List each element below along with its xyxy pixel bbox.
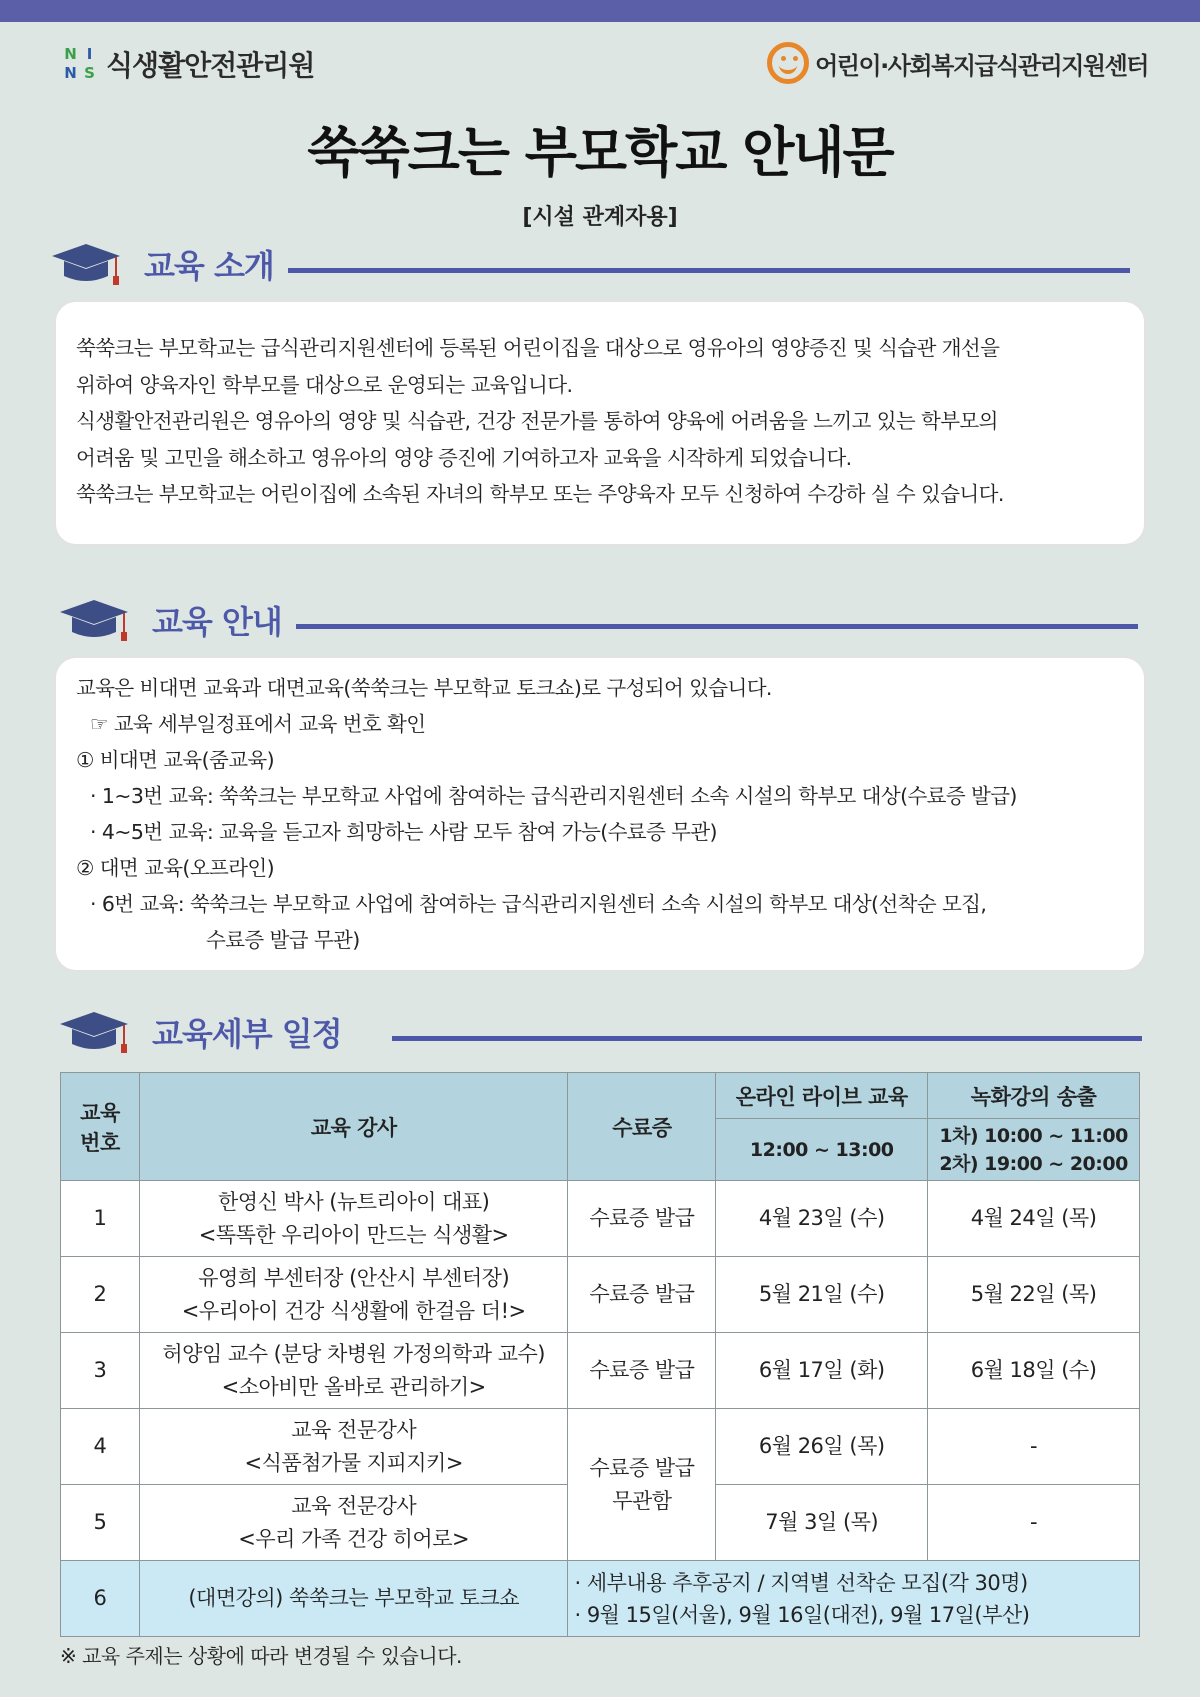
mfds-logo-icon: N I N S bbox=[64, 45, 95, 82]
graduation-cap-icon bbox=[60, 596, 134, 644]
row-online-date: 6월 26일 (목) bbox=[716, 1409, 928, 1485]
header-online: 온라인 라이브 교육 bbox=[716, 1073, 928, 1119]
guide-line: ☞ 교육 세부일정표에서 교육 번호 확인 bbox=[90, 712, 426, 736]
intro-line: 쑥쑥크는 부모학교는 급식관리지원센터에 등록된 어린이집을 대상으로 영유아의 영양증진 및 식습관 개선을 bbox=[76, 336, 1000, 360]
graduation-cap-icon bbox=[60, 1008, 134, 1056]
section-schedule-title: 교육세부 일정 bbox=[152, 1015, 342, 1053]
row-replay-date: 5월 22일 (목) bbox=[928, 1257, 1140, 1333]
header-num: 교육 번호 bbox=[61, 1073, 140, 1181]
header-online-time: 12:00 ~ 13:00 bbox=[716, 1119, 928, 1181]
mfds-logo bbox=[62, 44, 314, 84]
table-row bbox=[61, 1257, 1140, 1333]
row-num: 4 bbox=[61, 1409, 140, 1485]
graduation-cap-icon bbox=[52, 240, 126, 288]
intro-line: 위하여 양육자인 학부모를 대상으로 운영되는 교육입니다. bbox=[76, 372, 573, 397]
guide-line: · 1~3번 교육: 쑥쑥크는 부모학교 사업에 참여하는 급식관리지원센터 소속 시설의 학부모 대상(수료증 발급) bbox=[90, 784, 1017, 808]
row-instructor: 허양임 교수 (분당 차병원 가정의학과 교수) <소아비만 올바로 관리하기> bbox=[139, 1333, 568, 1409]
row-instructor: 교육 전문강사 <식품첨가물 지피지키> bbox=[139, 1409, 568, 1485]
row-replay-date: 6월 18일 (수) bbox=[928, 1333, 1140, 1409]
schedule-note: ※ 교육 주제는 상황에 따라 변경될 수 있습니다. bbox=[60, 1644, 462, 1668]
section-guide-heading bbox=[60, 592, 1138, 648]
row-online-date: 5월 21일 (수) bbox=[716, 1257, 928, 1333]
guide-text bbox=[76, 670, 1146, 958]
right-logo-text: 어린이·사회복지급식관리지원센터 bbox=[815, 51, 1148, 80]
intro-text bbox=[76, 330, 1136, 513]
section-schedule-heading bbox=[60, 1004, 1142, 1060]
row-instructor: 교육 전문강사 <우리 가족 건강 히어로> bbox=[139, 1485, 568, 1561]
row-instructor: 한영신 박사 (뉴트리아이 대표) <똑똑한 우리아이 만드는 식생활> bbox=[139, 1181, 568, 1257]
table-row bbox=[61, 1333, 1140, 1409]
guide-line: · 6번 교육: 쑥쑥크는 부모학교 사업에 참여하는 급식관리지원센터 소속 시설의 학부모 대상(선착순 모집, bbox=[90, 892, 987, 916]
guide-line: ② 대면 교육(오프라인) bbox=[76, 856, 275, 880]
row-num: 5 bbox=[61, 1485, 140, 1561]
top-accent-bar bbox=[0, 0, 1200, 22]
left-logo-text: 식생활안전관리원 bbox=[106, 49, 315, 82]
section-divider bbox=[392, 1036, 1142, 1041]
row-replay-date: - bbox=[928, 1409, 1140, 1485]
table-header-row bbox=[61, 1073, 1140, 1119]
row-online-date: 4월 23일 (수) bbox=[716, 1181, 928, 1257]
page-title: 쑥쑥크는 부모학교 안내문 bbox=[307, 121, 893, 184]
row-num: 6 bbox=[61, 1561, 140, 1637]
row-replay-date: - bbox=[928, 1485, 1140, 1561]
guide-line: ① 비대면 교육(줌교육) bbox=[76, 748, 275, 772]
section-guide-title: 교육 안내 bbox=[152, 603, 282, 641]
row-instructor: 유영희 부센터장 (안산시 부센터장) <우리아이 건강 식생활에 한걸음 더!> bbox=[139, 1257, 568, 1333]
section-intro-heading bbox=[52, 236, 1130, 292]
row-certificate: 수료증 발급 bbox=[568, 1333, 716, 1409]
row-replay-date: 4월 24일 (목) bbox=[928, 1181, 1140, 1257]
row-certificate: 수료증 발급 bbox=[568, 1257, 716, 1333]
guide-line: 수료증 발급 무관) bbox=[206, 928, 360, 952]
section-intro-title: 교육 소개 bbox=[144, 247, 274, 285]
intro-line: 쑥쑥크는 부모학교는 어린이집에 소속된 자녀의 학부모 또는 주양육자 모두 신청하여 수강하 실 수 있습니다. bbox=[76, 482, 1004, 506]
header-replay-time: 1차) 10:00 ~ 11:00 2차) 19:00 ~ 20:00 bbox=[928, 1119, 1140, 1181]
row-online-date: 7월 3일 (목) bbox=[716, 1485, 928, 1561]
table-row-offline bbox=[61, 1561, 1140, 1637]
intro-line: 어려움 및 고민을 해소하고 영유아의 영양 증진에 기여하고자 교육을 시작하게 되었습니다. bbox=[76, 445, 852, 470]
page-subtitle: [시설 관계자용] bbox=[522, 205, 678, 230]
table-row bbox=[61, 1181, 1140, 1257]
section-divider bbox=[296, 624, 1138, 629]
header-instructor: 교육 강사 bbox=[139, 1073, 568, 1181]
section-divider bbox=[288, 268, 1130, 273]
row-talkshow-detail: · 세부내용 추후공지 / 지역별 선착순 모집(각 30명) · 9월 15일(서울), 9월 16일(대전), 9월 17일(부산) bbox=[568, 1561, 1140, 1637]
row-num: 1 bbox=[61, 1181, 140, 1257]
header-replay: 녹화강의 송출 bbox=[928, 1073, 1140, 1119]
row-online-date: 6월 17일 (화) bbox=[716, 1333, 928, 1409]
guide-line: · 4~5번 교육: 교육을 듣고자 희망하는 사람 모두 참여 가능(수료증 무관) bbox=[90, 820, 717, 844]
row-num: 3 bbox=[61, 1333, 140, 1409]
smile-logo-icon bbox=[767, 42, 809, 84]
guide-line: 교육은 비대면 교육과 대면교육(쑥쑥크는 부모학교 토크쇼)로 구성되어 있습니다. bbox=[76, 676, 772, 700]
row-certificate: 수료증 발급 bbox=[568, 1181, 716, 1257]
header-certificate: 수료증 bbox=[568, 1073, 716, 1181]
intro-line: 식생활안전관리원은 영유아의 영양 및 식습관, 건강 전문가를 통하여 양육에 어려움을 느끼고 있는 학부모의 bbox=[76, 409, 998, 433]
row-talkshow-title: (대면강의) 쑥쑥크는 부모학교 토크쇼 bbox=[139, 1561, 568, 1637]
row-certificate-merged: 수료증 발급 무관함 bbox=[568, 1409, 716, 1561]
schedule-table bbox=[60, 1072, 1140, 1637]
center-logo bbox=[767, 40, 1148, 86]
row-num: 2 bbox=[61, 1257, 140, 1333]
table-row bbox=[61, 1409, 1140, 1485]
